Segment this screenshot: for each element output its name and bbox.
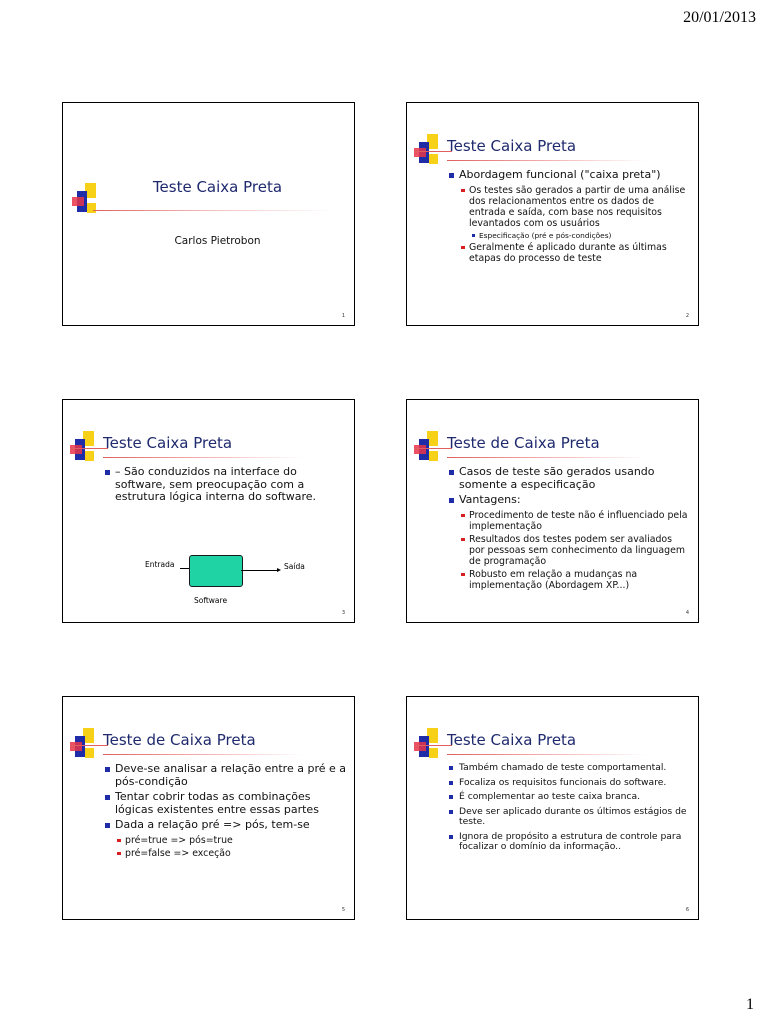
bullet-l2: Resultados dos testes podem ser avaliados por pessoas sem conhecimento da linguagem de programação [459, 534, 690, 567]
slide-3 [62, 399, 355, 623]
slide-decoration-icon [67, 431, 107, 465]
slide-decoration-icon [411, 431, 451, 465]
slide-5 [62, 696, 355, 920]
bullet-l1: Também chamado de teste comportamental. [447, 763, 690, 774]
bullet-l1: Vantagens: [447, 494, 690, 507]
page-number: 1 [746, 996, 754, 1013]
slide-decoration-icon [67, 728, 107, 762]
bullet-l2: Procedimento de teste não é influenciado pela implementação [459, 510, 690, 532]
slide-4 [406, 399, 699, 623]
header-date: 20/01/2013 [683, 9, 756, 26]
slide-body [447, 169, 690, 266]
diagram-output-arrow [241, 570, 277, 571]
diagram-output-label: Saída [284, 562, 305, 571]
slide-title: Teste de Caixa Preta [103, 731, 256, 749]
bullet-l1: Tentar cobrir todas as combinações lógicas existentes entre essas partes [103, 791, 346, 816]
slide-body [103, 763, 346, 861]
slide-6 [406, 696, 699, 920]
slide-1 [62, 102, 355, 326]
diagram-input-label: Entrada [145, 560, 175, 569]
slide-number: 2 [685, 313, 689, 319]
slide-2 [406, 102, 699, 326]
diagram-box-label: Software [194, 596, 228, 605]
title-rule [447, 160, 647, 161]
slide-decoration-icon [411, 134, 451, 168]
title-rule [447, 754, 647, 755]
bullet-l2: pré=false => exceção [115, 848, 346, 859]
bullet-l3: Especificação (pré e pós-condições) [471, 231, 690, 240]
bullet-l1: – São conduzidos na interface do software, sem preocupação com a estrutura lógica interna do software. [103, 466, 346, 504]
bullet-l2: Os testes são gerados a partir de uma análise dos relacionamentos entre os dados de entrada e saída, com base nos requisitos levantados com os usuários [459, 185, 690, 229]
bullet-l2: Geralmente é aplicado durante as últimas etapas do processo de teste [459, 242, 690, 264]
bullet-l1: Abordagem funcional ("caixa preta") [447, 169, 690, 182]
diagram-software-box [189, 555, 243, 587]
slide-title: Teste Caixa Preta [447, 731, 577, 749]
title-rule [103, 457, 303, 458]
bullet-l1: É complementar ao teste caixa branca. [447, 792, 690, 803]
bullet-l1: Deve-se analisar a relação entre a pré e a pós-condição [103, 763, 346, 788]
slide-number: 6 [685, 907, 689, 913]
slide-number: 4 [685, 610, 689, 616]
bullet-l1: Casos de teste são gerados usando somente a especificação [447, 466, 690, 491]
bullet-l1: Dada a relação pré => pós, tem-se [103, 819, 346, 832]
title-rule [93, 210, 333, 211]
title-rule [103, 754, 303, 755]
slide-number: 1 [341, 313, 345, 319]
slide-title: Teste Caixa Preta [447, 137, 577, 155]
bullet-l1: Ignora de propósito a estrutura de controle para focalizar o domínio da informação.. [447, 832, 690, 853]
diagram-input-arrow [180, 568, 189, 569]
slide-title: Teste Caixa Preta [103, 434, 233, 452]
bullet-l1: Deve ser aplicado durante os últimos estágios de teste. [447, 807, 690, 828]
bullet-l1: Focaliza os requisitos funcionais do software. [447, 778, 690, 789]
slide-body [447, 466, 690, 593]
slide-title: Teste Caixa Preta [152, 178, 283, 196]
slide-body [447, 763, 690, 857]
slide-body [103, 466, 346, 507]
slide-number: 5 [341, 907, 345, 913]
slide-number: 3 [341, 610, 345, 616]
slide-decoration-icon [411, 728, 451, 762]
title-rule [447, 457, 647, 458]
slide-title: Teste de Caixa Preta [447, 434, 600, 452]
bullet-l2: pré=true => pós=true [115, 835, 346, 846]
slide-author: Carlos Pietrobon [174, 235, 261, 247]
bullet-l2: Robusto em relação a mudanças na implementação (Abordagem XP...) [459, 569, 690, 591]
